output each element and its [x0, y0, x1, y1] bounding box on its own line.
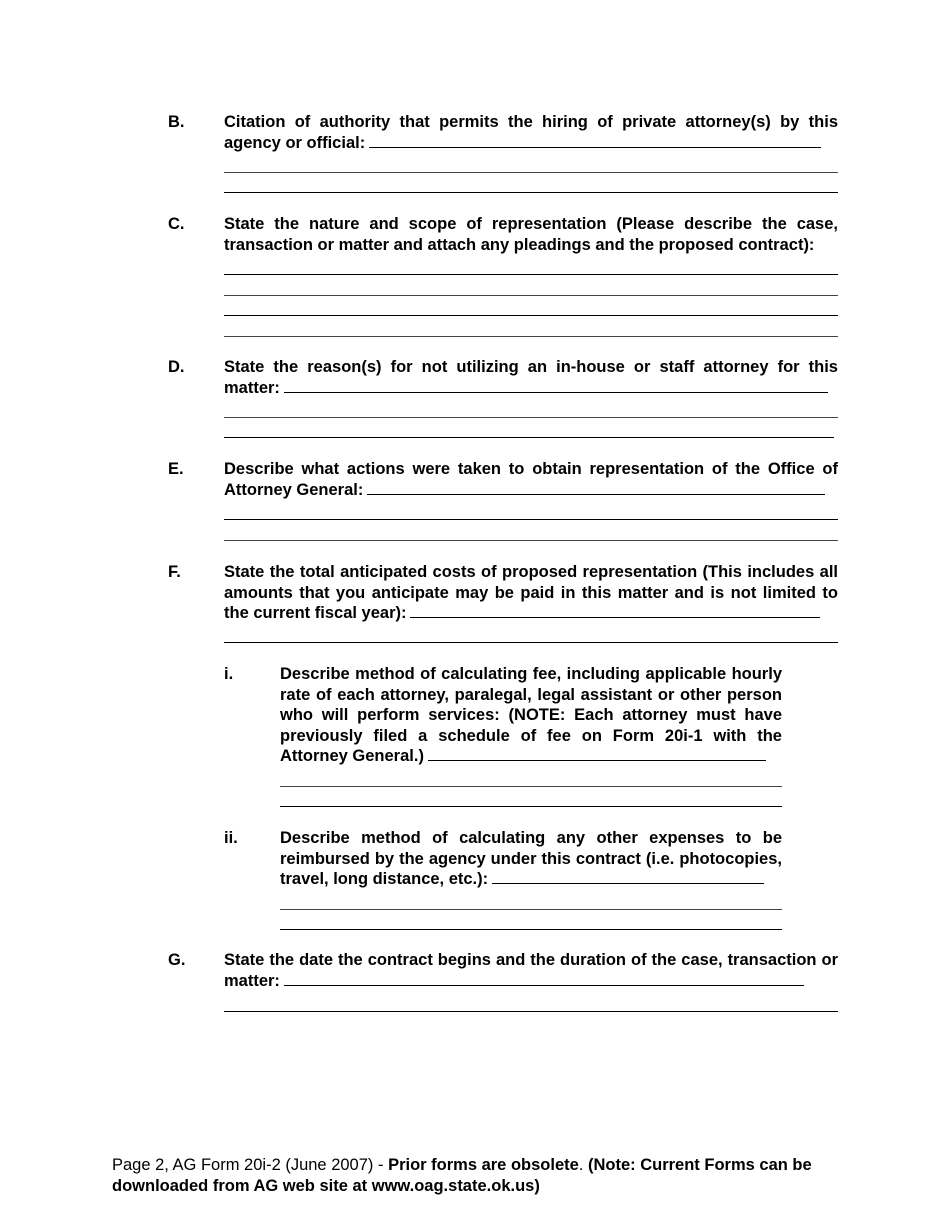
section-letter: G. — [168, 951, 186, 969]
answer-line[interactable] — [492, 882, 764, 884]
answer-line[interactable] — [280, 909, 782, 910]
section-letter: D. — [168, 358, 185, 376]
answer-line[interactable] — [224, 437, 834, 438]
section-question: Describe method of calculating any other expenses to be reimbursed by the agency under this contract (i.e. photocopies, travel, long distance, etc.): — [280, 829, 782, 888]
section-question: Describe method of calculating fee, including applicable hourly rate of each attorney, paralegal, legal assistant or other person who will perform services: (NOTE: Each attorney must have previously filed a schedule of fee on Form 20i-1 with the Attorney General.) — [280, 665, 782, 765]
section-letter: ii. — [224, 829, 238, 847]
answer-line[interactable] — [224, 1011, 838, 1012]
section-question: State the reason(s) for not utilizing an in-house or staff attorney for this matter: — [224, 358, 838, 397]
answer-line[interactable] — [280, 929, 782, 930]
footer-note: (Note: Current Forms can be downloaded from AG web site at www.oag.state.ok.us) — [112, 1156, 812, 1195]
answer-line[interactable] — [224, 417, 838, 418]
footer-period: . — [578, 1156, 588, 1174]
answer-line[interactable] — [224, 540, 838, 541]
section-question: State the nature and scope of representation (Please describe the case, transaction or matter and attach any pleadings and the proposed contract): — [224, 215, 838, 254]
section-question: Describe what actions were taken to obtain representation of the Office of Attorney General: — [224, 460, 838, 499]
footer-page-info: Page 2, AG Form 20i-2 (June 2007) - — [112, 1156, 389, 1174]
answer-line[interactable] — [284, 984, 804, 986]
answer-line[interactable] — [367, 493, 825, 495]
answer-line[interactable] — [280, 806, 782, 807]
answer-line[interactable] — [224, 315, 838, 316]
answer-line[interactable] — [284, 391, 828, 393]
answer-line[interactable] — [280, 786, 782, 787]
answer-line[interactable] — [224, 274, 838, 275]
section-question: Citation of authority that permits the hiring of private attorney(s) by this agency or official: — [224, 113, 838, 152]
section-letter: i. — [224, 665, 234, 683]
section-letter: B. — [168, 113, 185, 131]
section-question: State the date the contract begins and the duration of the case, transaction or matter: — [224, 951, 838, 990]
section-question: State the total anticipated costs of proposed representation (This includes all amounts that you anticipate may be paid in this matter and is not limited to the current fiscal year): — [224, 563, 838, 622]
answer-line[interactable] — [224, 642, 838, 643]
answer-line[interactable] — [410, 616, 820, 618]
section-letter: C. — [168, 215, 185, 233]
answer-line[interactable] — [224, 192, 838, 193]
section-letter: E. — [168, 460, 184, 478]
answer-line[interactable] — [224, 172, 838, 173]
footer-obsolete: Prior forms are obsolete — [388, 1156, 579, 1174]
answer-line[interactable] — [224, 336, 838, 337]
answer-line[interactable] — [428, 759, 766, 761]
answer-line[interactable] — [224, 295, 838, 296]
answer-line[interactable] — [224, 519, 838, 520]
answer-line[interactable] — [369, 146, 821, 148]
page-footer — [112, 1155, 842, 1196]
section-letter: F. — [168, 563, 181, 581]
